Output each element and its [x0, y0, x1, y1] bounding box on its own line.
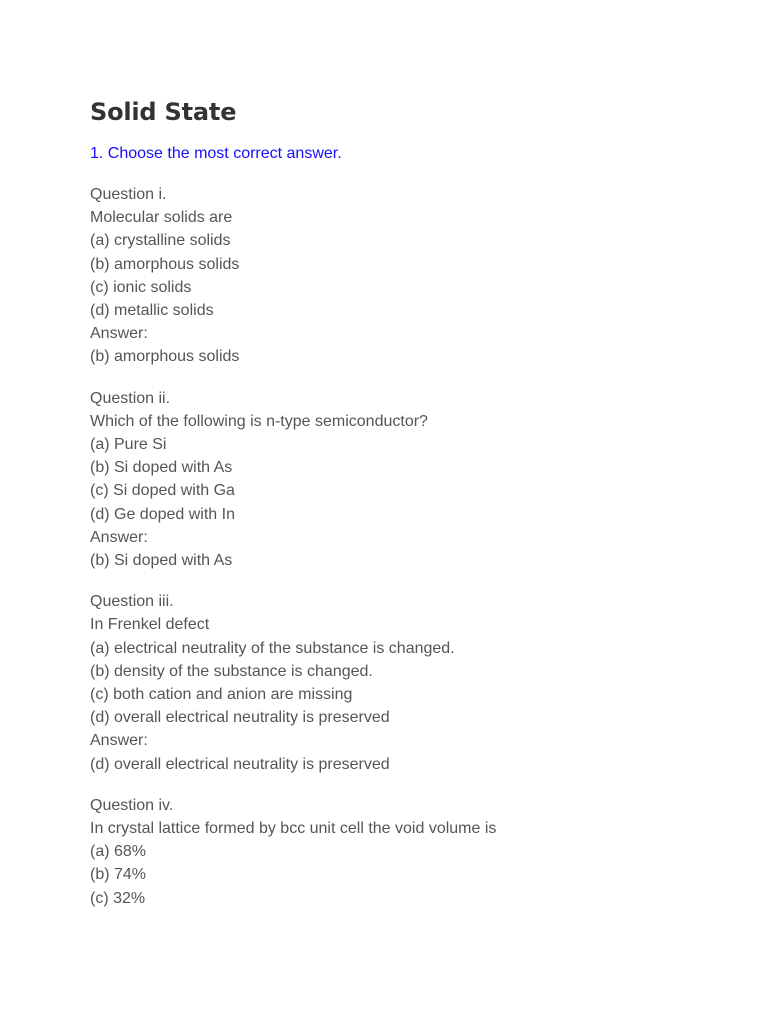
option-a: (a) Pure Si — [90, 436, 167, 454]
option-a: (a) electrical neutrality of the substance is changed. — [90, 639, 455, 657]
question-label: Question ii. — [90, 389, 171, 407]
option-a: (a) 68% — [90, 843, 147, 861]
option-a: (a) crystalline solids — [90, 232, 231, 250]
option-b: (b) amorphous solids — [90, 255, 240, 273]
question-text: Which of the following is n-type semiconductor? — [90, 412, 428, 430]
question-block-2 — [90, 387, 730, 573]
answer-label: Answer: — [90, 528, 148, 546]
option-c: (c) Si doped with Ga — [90, 482, 235, 500]
question-label: Question iv. — [90, 796, 174, 814]
answer-text: (b) Si doped with As — [90, 552, 233, 570]
answer-label: Answer: — [90, 732, 148, 750]
question-block-4 — [90, 794, 730, 910]
option-c: (c) ionic solids — [90, 278, 192, 296]
option-d: (d) overall electrical neutrality is preserved — [90, 709, 390, 727]
option-c: (c) both cation and anion are missing — [90, 686, 353, 704]
option-b: (b) 74% — [90, 866, 147, 884]
answer-text: (d) overall electrical neutrality is preserved — [90, 755, 390, 773]
option-b: (b) Si doped with As — [90, 459, 233, 477]
document-page — [90, 96, 730, 928]
answer-label: Answer: — [90, 325, 148, 343]
option-d: (d) metallic solids — [90, 302, 214, 320]
page-title: Solid State — [90, 98, 237, 126]
option-c: (c) 32% — [90, 889, 146, 907]
answer-text: (b) amorphous solids — [90, 348, 240, 366]
instruction-text: 1. Choose the most correct answer. — [90, 145, 342, 162]
question-block-3 — [90, 590, 730, 776]
question-block-1 — [90, 183, 730, 369]
option-d: (d) Ge doped with In — [90, 505, 235, 523]
question-text: Molecular solids are — [90, 209, 233, 227]
question-label: Question i. — [90, 186, 167, 203]
question-label: Question iii. — [90, 593, 174, 611]
question-text: In Frenkel defect — [90, 616, 210, 634]
question-text: In crystal lattice formed by bcc unit cell the void volume is — [90, 820, 497, 838]
option-b: (b) density of the substance is changed. — [90, 662, 373, 680]
